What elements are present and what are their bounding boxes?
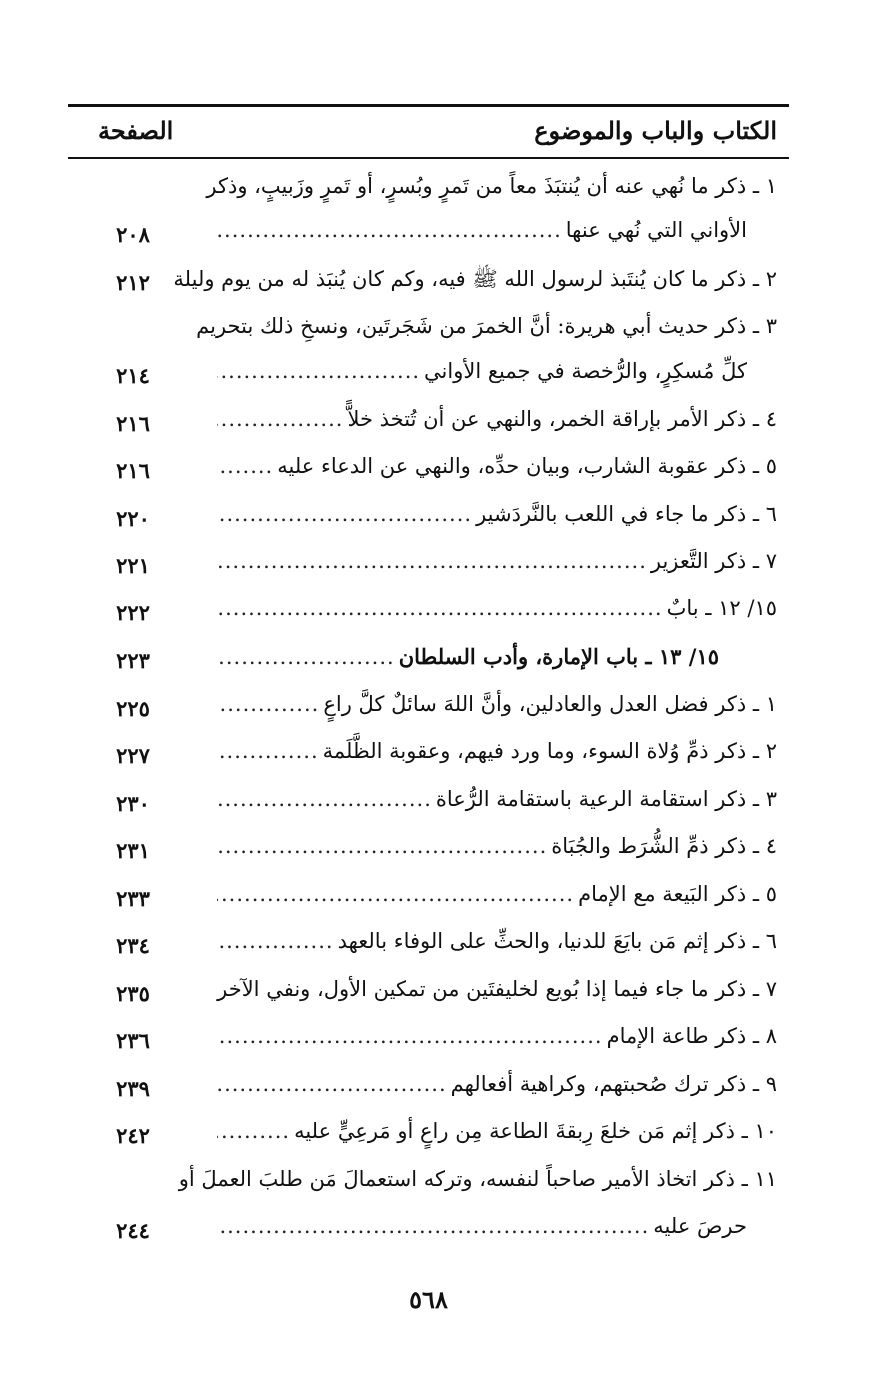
header-title: الكتاب والباب والموضوع bbox=[534, 116, 777, 145]
leader-dots bbox=[217, 218, 562, 242]
toc-entry-1-cont: الأواني التي نُهي عنها ..... ٢٠٨ bbox=[68, 214, 789, 258]
leader-dots bbox=[217, 692, 319, 716]
toc-entry-18: ٩ ـ ذكر ترك صُحبتهم، وكراهية أفعالهم ..... ٢٣٩ bbox=[68, 1068, 789, 1112]
table-header bbox=[68, 112, 789, 152]
toc-entry-15: ٦ ـ ذكر إثم مَن بايَعَ للدنيا، والحثِّ على الوفاء بالعهد ..... ٢٣٤ bbox=[68, 925, 789, 969]
toc-entry-3-cont: كلِّ مُسكِرٍ، والرُّخصة في جميع الأواني ..... ٢١٤ bbox=[68, 355, 789, 399]
page-number: ٢٣٣ bbox=[116, 886, 150, 911]
page-number: ٢١٤ bbox=[116, 363, 150, 388]
toc-entry-1: ١ ـ ذكر ما نُهي عنه أن يُنتبَذَ معاً من تَمرٍ وبُسرٍ، أو تَمرٍ وزَبيبٍ، وذكر bbox=[206, 174, 777, 198]
toc-entry-20: ١١ ـ ذكر اتخاذ الأمير صاحباً لنفسه، وتركه استعمالَ مَن طلبَ العملَ أو bbox=[178, 1167, 777, 1191]
page-number: ٢٤٢ bbox=[116, 1123, 150, 1148]
page-number: ٢٣٥ bbox=[116, 981, 150, 1006]
toc-entry-3: ٣ ـ ذكر حديث أبي هريرة: أنَّ الخمرَ من شَجَرتَين، ونسخِ ذلك بتحريم bbox=[196, 314, 777, 338]
leader-dots bbox=[217, 787, 432, 811]
toc-entry-5: ٥ ـ ذكر عقوبة الشارب، وبيان حدِّه، والنهي عن الدعاء عليه ..... ٢١٦ bbox=[68, 450, 789, 494]
page-number: ٢٣٩ bbox=[116, 1076, 150, 1101]
page-number: ٢١٦ bbox=[116, 411, 150, 436]
page-number: ٢٣١ bbox=[116, 838, 150, 863]
header-page-column: الصفحة bbox=[98, 116, 174, 145]
leader-dots bbox=[217, 549, 647, 573]
page-number: ٢٣٤ bbox=[116, 933, 150, 958]
leader-dots bbox=[217, 1119, 290, 1143]
page-number: ٢٢٣ bbox=[116, 648, 150, 673]
leader-dots bbox=[217, 454, 273, 478]
leader-dots bbox=[217, 834, 547, 858]
leader-dots bbox=[217, 1024, 603, 1048]
page-number: ٢٢١ bbox=[116, 553, 150, 578]
header-rule bbox=[68, 157, 789, 159]
page-number: ٢٣٦ bbox=[116, 1028, 150, 1053]
page-number: ٢١٦ bbox=[116, 458, 150, 483]
toc-entry-7: ٧ ـ ذكر التَّعزير ..... ٢٢١ bbox=[68, 545, 789, 589]
page-number: ٢٢٥ bbox=[116, 696, 150, 721]
leader-dots bbox=[217, 596, 663, 620]
toc-entry-19: ١٠ ـ ذكر إثم مَن خلعَ رِبقةَ الطاعة مِن راعٍ أو مَرعِيٍّ عليه ..... ٢٤٢ bbox=[68, 1115, 789, 1159]
toc-entry-4: ٤ ـ ذكر الأمر بإراقة الخمر، والنهي عن أن تُتخذ خلاًّ ..... ٢١٦ bbox=[68, 403, 789, 447]
page-number: ٢٢٧ bbox=[116, 743, 150, 768]
page-number: ٢٢٠ bbox=[116, 506, 150, 531]
leader-dots bbox=[217, 739, 319, 763]
leader-dots bbox=[217, 882, 574, 906]
toc-entry-20-cont: حرصَ عليه ..... ٢٤٤ bbox=[68, 1210, 789, 1254]
toc-entry-11: ٢ ـ ذكر ذمِّ وُلاة السوء، وما ورد فيهم، وعقوبة الظَّلَمة ..... ٢٢٧ bbox=[68, 735, 789, 779]
toc-entry-13: ٤ ـ ذكر ذمِّ الشُّرَط والجُبَاة ..... ٢٣١ bbox=[68, 830, 789, 874]
leader-dots bbox=[217, 407, 343, 431]
page-number: ٢٤٤ bbox=[116, 1218, 150, 1243]
page-number: ٢٣٠ bbox=[116, 791, 150, 816]
leader-dots bbox=[217, 645, 395, 669]
toc-entry-8: ١٥/ ١٢ ـ بابٌ ..... ٢٢٢ bbox=[68, 592, 789, 636]
leader-dots bbox=[217, 359, 420, 383]
toc-entry-12: ٣ ـ ذكر استقامة الرعية باستقامة الرُّعاة ..... ٢٣٠ bbox=[68, 783, 789, 827]
toc-chapter-heading: ١٥/ ١٣ ـ باب الإمارة، وأدب السلطان ..... ٢٢٣ bbox=[68, 640, 789, 684]
toc-page bbox=[68, 0, 789, 1389]
toc-entry-14: ٥ ـ ذكر البَيعة مع الإمام ..... ٢٣٣ bbox=[68, 878, 789, 922]
toc-entry-16: ٧ ـ ذكر ما جاء فيما إذا بُويع لخليفتَين من تمكين الأول، ونفي الآخر ٢٣٥ bbox=[68, 973, 789, 1017]
leader-dots bbox=[217, 1072, 447, 1096]
leader-dots bbox=[217, 1214, 649, 1238]
leader-dots bbox=[217, 929, 334, 953]
top-rule bbox=[68, 104, 789, 107]
toc-entry-6: ٦ ـ ذكر ما جاء في اللعب بالنَّردَشير ..... ٢٢٠ bbox=[68, 498, 789, 542]
page-number: ٢٢٢ bbox=[116, 600, 150, 625]
toc-entry-2: ٢ ـ ذكر ما كان يُنتَبذ لرسول الله ﷺ فيه، وكم كان يُنبَذ له من يوم وليلة ٢١٢ bbox=[68, 262, 789, 306]
leader-dots bbox=[217, 502, 472, 526]
folio-page-number: ٥٦٨ bbox=[409, 1285, 448, 1314]
toc-entry-10: ١ ـ ذكر فضل العدل والعادلين، وأنَّ اللهَ سائلٌ كلَّ راعٍ ..... ٢٢٥ bbox=[68, 688, 789, 732]
page-number: ٢١٢ bbox=[116, 270, 150, 295]
page-number: ٢٠٨ bbox=[116, 222, 150, 247]
toc-entry-17: ٨ ـ ذكر طاعة الإمام ..... ٢٣٦ bbox=[68, 1020, 789, 1064]
